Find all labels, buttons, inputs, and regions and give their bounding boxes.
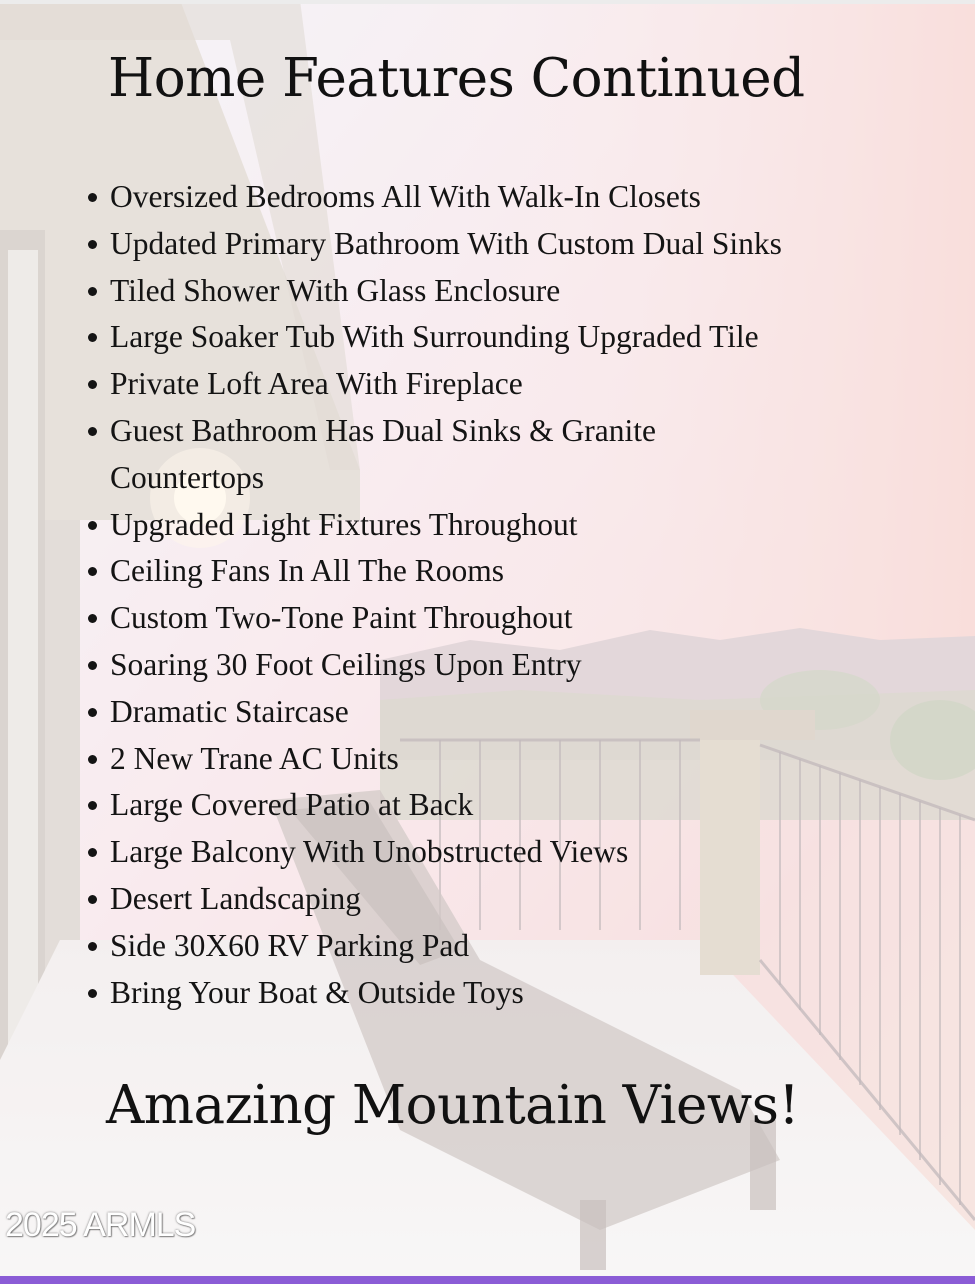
list-item: Private Loft Area With Fireplace (88, 361, 928, 408)
list-item: Large Soaker Tub With Surrounding Upgraded Tile (88, 314, 928, 361)
list-item: Dramatic Staircase (88, 689, 928, 736)
list-item: Custom Two-Tone Paint Throughout (88, 595, 928, 642)
page-title: Home Features Continued (108, 48, 805, 109)
watermark: 2025 ARMLS (5, 1206, 196, 1244)
top-border (0, 0, 975, 4)
list-item: Side 30X60 RV Parking Pad (88, 923, 928, 970)
list-item: Tiled Shower With Glass Enclosure (88, 268, 928, 315)
feature-list (88, 174, 928, 1016)
list-item: Ceiling Fans In All The Rooms (88, 548, 928, 595)
list-item: 2 New Trane AC Units (88, 736, 928, 783)
list-item: Bring Your Boat & Outside Toys (88, 970, 928, 1017)
list-item: Guest Bathroom Has Dual Sinks & Granite Countertops (88, 408, 790, 502)
closing-headline: Amazing Mountain Views! (106, 1075, 800, 1136)
list-item: Large Balcony With Unobstructed Views (88, 829, 928, 876)
accent-bar (0, 1276, 975, 1284)
list-item: Large Covered Patio at Back (88, 782, 928, 829)
list-item: Updated Primary Bathroom With Custom Dual Sinks (88, 221, 928, 268)
list-item: Soaring 30 Foot Ceilings Upon Entry (88, 642, 928, 689)
list-item: Oversized Bedrooms All With Walk-In Closets (88, 174, 928, 221)
list-item: Upgraded Light Fixtures Throughout (88, 502, 928, 549)
list-item: Desert Landscaping (88, 876, 928, 923)
